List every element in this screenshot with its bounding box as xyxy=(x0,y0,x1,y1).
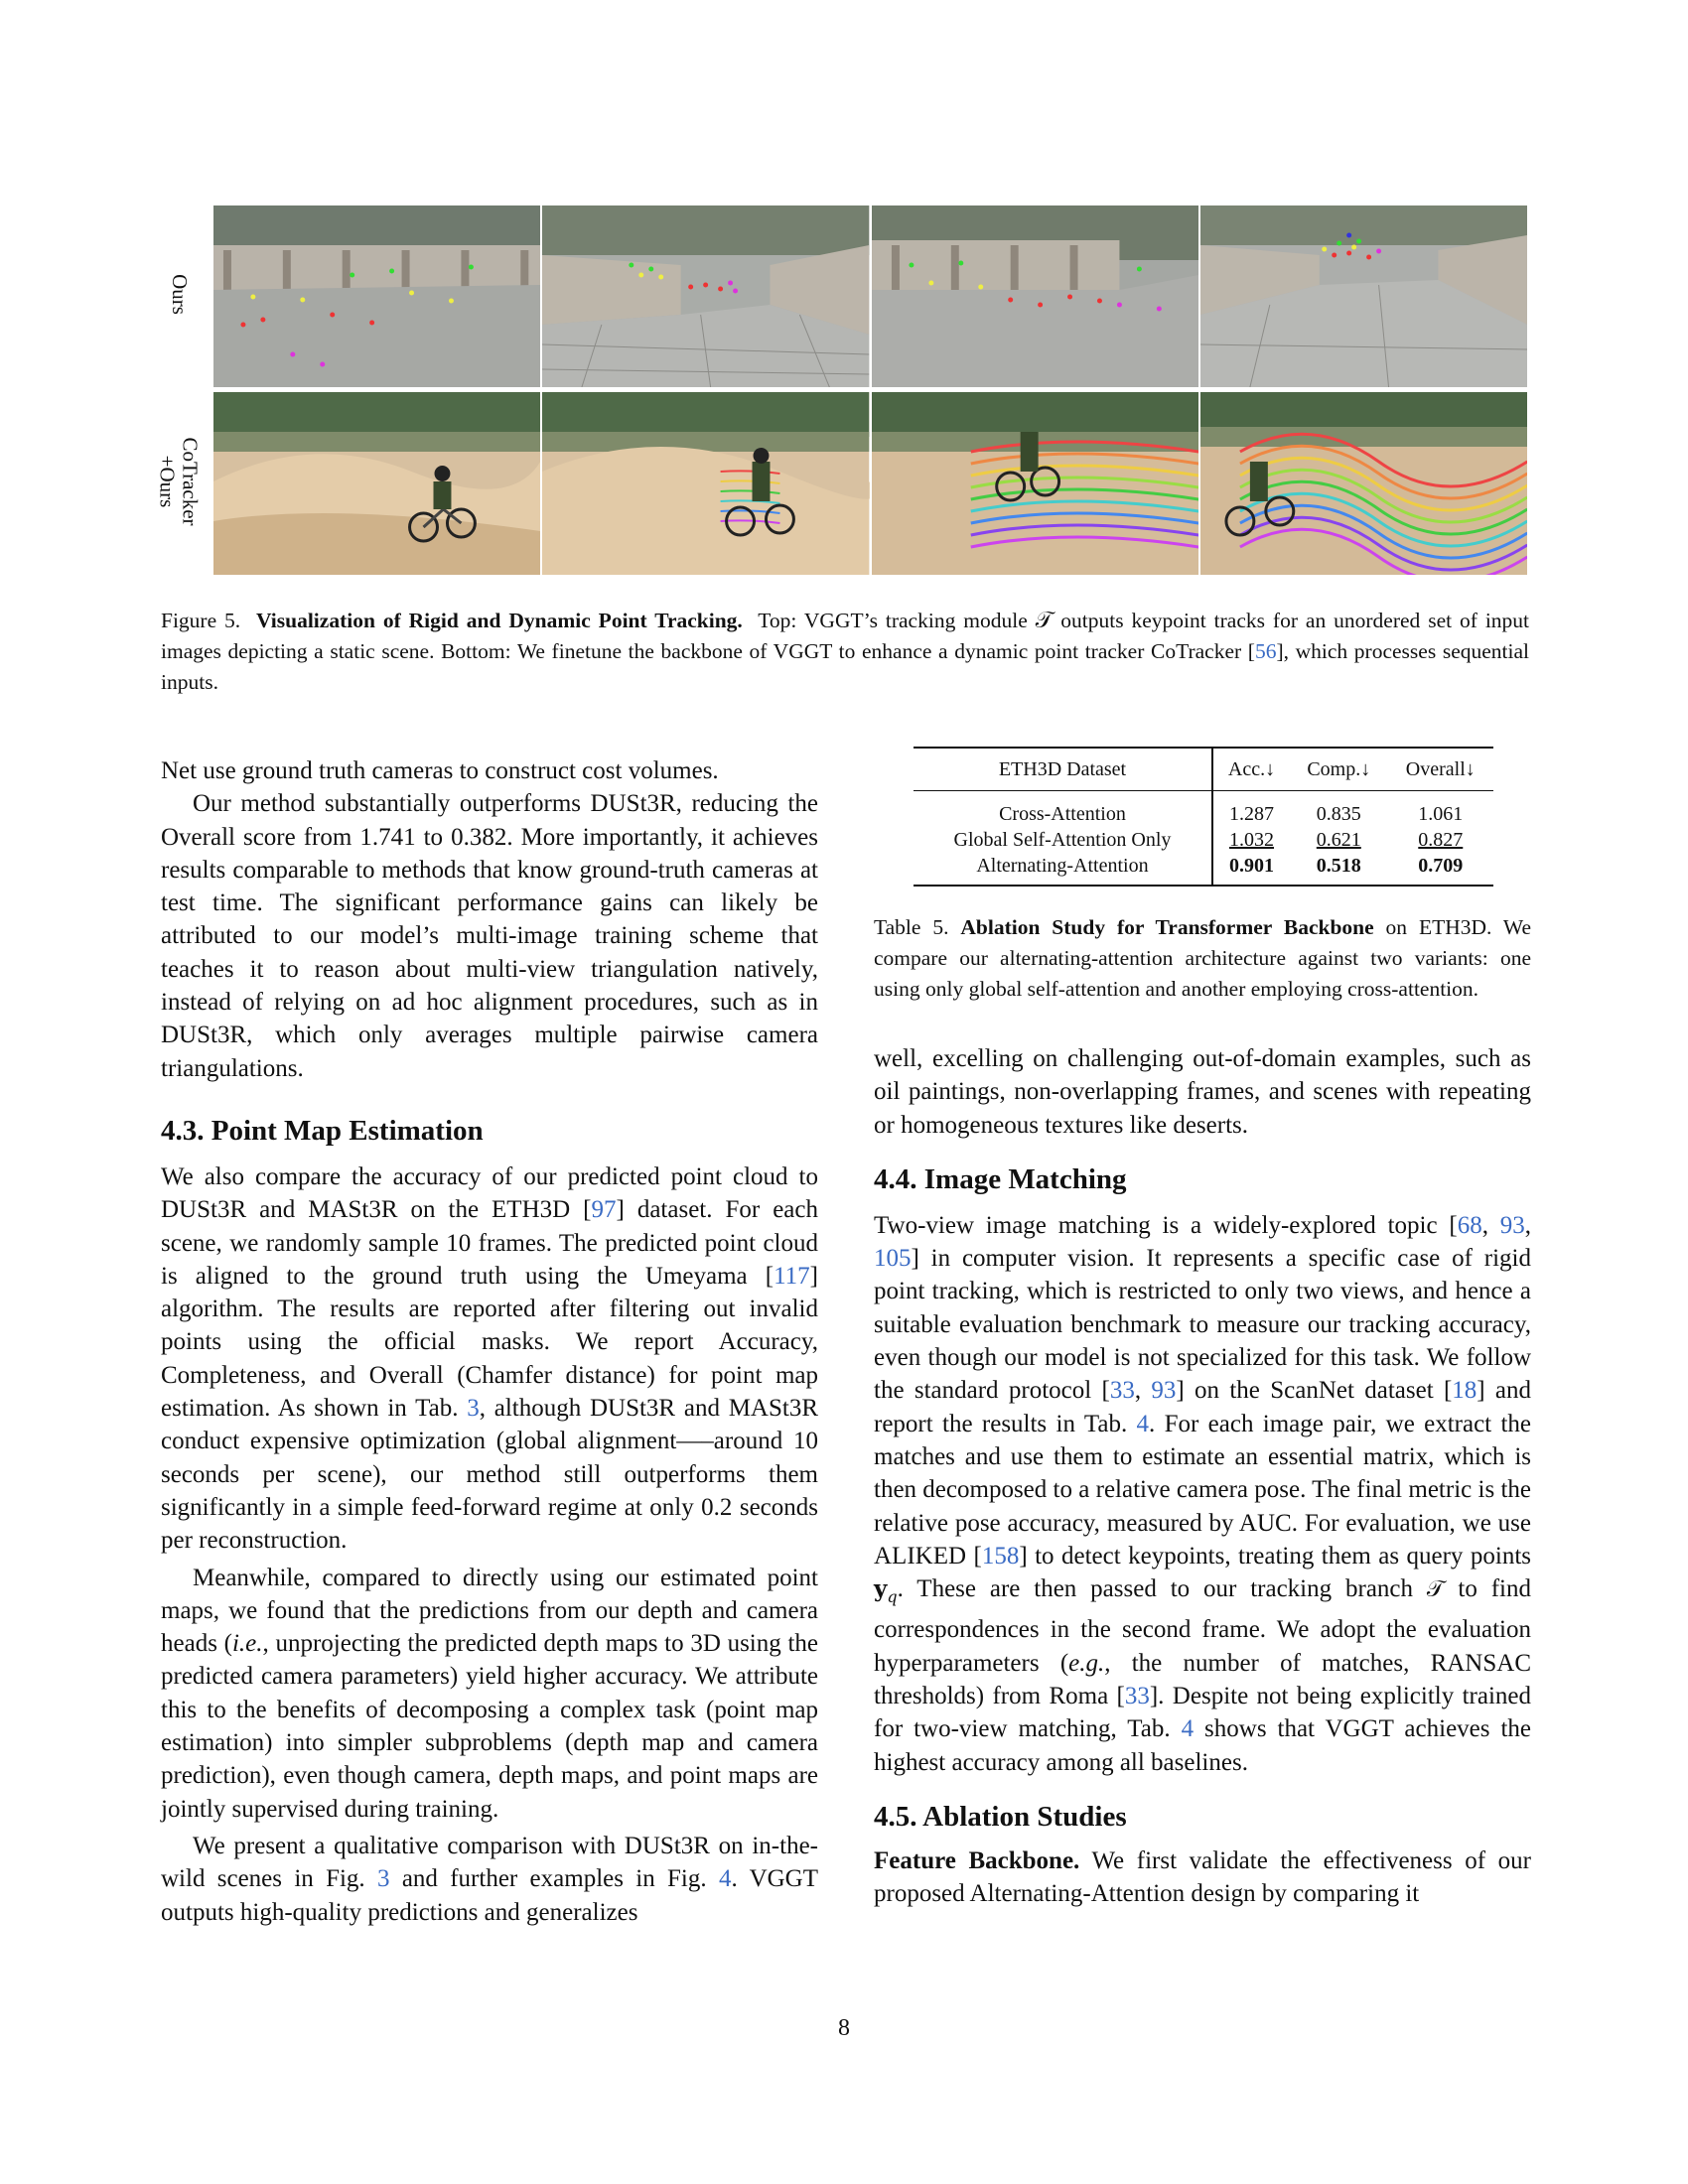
citation-link[interactable]: 117 xyxy=(774,1262,810,1290)
paragraph: Meanwhile, compared to directly using our estimated point maps, we found that the predictions from our depth and camera heads (i.e., unprojecting the predicted depth maps to 3D using the predicted camera parameters) yield higher accuracy. We attribute this to the benefits of decomposing a complex task (point map estimation) into simpler subproblems (depth map and camera prediction), even though camera, depth maps, and point maps are jointly supervised during training. xyxy=(161,1564,818,1823)
table-5 xyxy=(914,747,1493,887)
section-heading-4-5: 4.5. Ablation Studies xyxy=(874,1800,1127,1833)
citation-link[interactable]: 93 xyxy=(1499,1211,1525,1239)
dynamic-tracking-row xyxy=(213,392,1527,575)
table-row: Global Self-Attention Only 1.032 0.621 0.827 xyxy=(914,827,1493,853)
section-heading-4-3: 4.3. Point Map Estimation xyxy=(161,1114,484,1147)
bmx-image-2 xyxy=(542,392,869,575)
section-heading-4-4: 4.4. Image Matching xyxy=(874,1162,1127,1195)
table-ref-link[interactable]: 4 xyxy=(1181,1715,1195,1743)
figure-ref-link[interactable]: 4 xyxy=(718,1865,732,1893)
bmx-image-3 xyxy=(872,392,1198,575)
paragraph: Net use ground truth cameras to construct cost volumes. xyxy=(161,757,719,784)
citation-link[interactable]: 33 xyxy=(1109,1377,1135,1405)
table-ref-link[interactable]: 4 xyxy=(1136,1410,1150,1437)
bmx-image-4 xyxy=(1200,392,1527,575)
citation-link[interactable]: 56 xyxy=(1254,639,1277,663)
table-header-row: ETH3D Dataset Acc.↓ Comp.↓ Overall↓ xyxy=(914,748,1493,791)
table-caption: Table 5. Ablation Study for Transformer Backbone on ETH3D. We compare our alternating-attention architecture against two variants: one using only global self-attention and another employing cross-attention. xyxy=(874,915,1531,1001)
static-scene-image-1 xyxy=(213,205,540,387)
citation-link[interactable]: 97 xyxy=(591,1196,617,1224)
citation-link[interactable]: 93 xyxy=(1151,1377,1177,1405)
paragraph: Feature Backbone. We first validate the effectiveness of our proposed Alternating-Attention design by comparing it xyxy=(874,1846,1532,1908)
row-label-ours: Ours xyxy=(167,274,192,315)
citation-link[interactable]: 68 xyxy=(1457,1211,1482,1239)
paragraph: well, excelling on challenging out-of-domain examples, such as oil paintings, non-overlapping frames, and scenes with repeating or homogeneous textures like deserts. xyxy=(874,1045,1531,1139)
figure-ref-link[interactable]: 3 xyxy=(377,1865,390,1893)
figure-5 xyxy=(156,204,1529,581)
figure-caption: Figure 5. Visualization of Rigid and Dynamic Point Tracking. Top: VGGT’s tracking module 𝒯 outputs keypoint tracks for an unordered set of input images depicting a static scene. Bottom: We finetune the backbone of VGGT to enhance a dynamic point tracker CoTracker [56], which processes sequential inputs. xyxy=(161,608,1530,694)
table-row: Cross-Attention 1.287 0.835 1.061 xyxy=(914,791,1493,828)
left-column xyxy=(161,754,818,1929)
static-scene-image-4 xyxy=(1200,205,1527,387)
bmx-image-1 xyxy=(213,392,540,575)
paragraph: We also compare the accuracy of our predicted point cloud to DUSt3R and MASt3R on the ETH3D [97] dataset. For each scene, we randomly sample 10 frames. The predicted point cloud is aligned to the ground truth using the Umeyama [117] algorithm. The results are reported after filtering out invalid points using the official masks. We report Accuracy, Completeness, and Overall (Chamfer distance) for point map estimation. As shown in Tab. 3, although DUSt3R and MASt3R conduct expensive optimization (global alignment—–around 10 seconds per scene), our method still outperforms them significantly in a simple feed-forward regime at only 0.2 seconds per reconstruction. xyxy=(161,1162,819,1555)
static-scene-image-2 xyxy=(542,205,869,387)
static-scene-image-3 xyxy=(872,205,1198,387)
table-ref-link[interactable]: 3 xyxy=(467,1395,480,1423)
row-label-cotracker-ours: CoTracker +Ours xyxy=(156,437,204,526)
citation-link[interactable]: 105 xyxy=(874,1245,912,1273)
page-number: 8 xyxy=(838,2015,850,2041)
paragraph: Our method substantially outperforms DUSt3R, reducing the Overall score from 1.741 to 0.382. More importantly, it achieves results comparable to methods that know ground-truth cameras at test time. The significant performance gains can likely be attributed to our model’s multi-image training scheme that teaches it to reason about multi-view triangulation natively, instead of relying on ad hoc alignment procedures, such as in DUSt3R, which only averages multiple pairwise camera triangulations. xyxy=(161,790,818,1082)
right-column xyxy=(874,747,1531,1911)
citation-link[interactable]: 158 xyxy=(981,1542,1020,1570)
table-row: Alternating-Attention 0.901 0.518 0.709 xyxy=(914,853,1493,886)
paragraph: Two-view image matching is a widely-explored topic [68, 93, 105] in computer vision. It represents a specific case of rigid point tracking, which is restricted to only two views, and hence a suitable evaluation benchmark to measure our tracking accuracy, even though our model is not specialized for this task. We follow the standard protocol [33, 93] on the ScanNet dataset [18] and report the results in Tab. 4. For each image pair, we extract the matches and use them to estimate an essential matrix, which is then decomposed to a relative camera pose. The final metric is the relative pose accuracy, measured by AUC. For evaluation, we use ALIKED [158] to detect keypoints, treating them as query points $y_q$. These are then passed to our tracking branch 𝒯 to find correspondences in the second frame. We adopt the evaluation hyperparameters (e.g., the number of matches, RANSAC thresholds) from Roma [33]. Despite not being explicitly trained for two-view matching, Tab. 4 shows that VGGT achieves the highest accuracy among all baselines. xyxy=(874,1211,1532,1776)
citation-link[interactable]: 33 xyxy=(1124,1683,1150,1710)
citation-link[interactable]: 18 xyxy=(1452,1377,1477,1405)
paragraph: We present a qualitative comparison with DUSt3R on in-the-wild scenes in Fig. 3 and further examples in Fig. 4. VGGT outputs high-quality predictions and generalizes xyxy=(161,1832,818,1926)
static-scene-tracking-row xyxy=(213,205,1527,387)
